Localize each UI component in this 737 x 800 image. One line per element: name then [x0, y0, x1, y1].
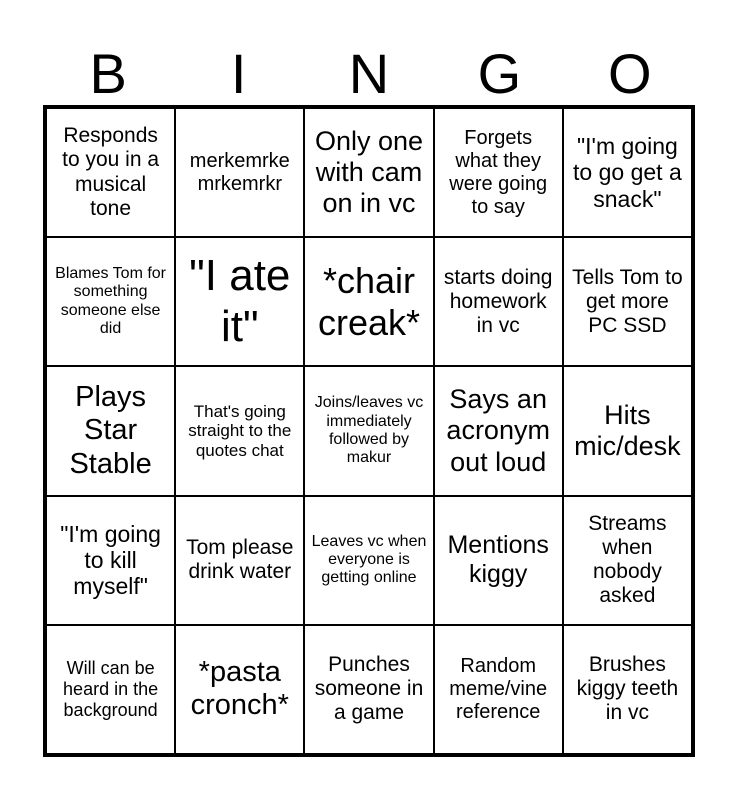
bingo-cell-text: Joins/leaves vc immediately followed by makur	[314, 394, 424, 467]
bingo-cell-text: Mentions kiggy	[447, 531, 549, 589]
header-letter-g: G	[477, 42, 522, 105]
bingo-cell[interactable]	[304, 108, 433, 237]
bingo-cell-text: Tom please drink water	[186, 536, 294, 584]
bingo-cell[interactable]	[304, 496, 433, 625]
bingo-cell[interactable]	[563, 625, 692, 754]
bingo-cell-text: "I'm going to go get a snack"	[573, 132, 682, 212]
bingo-cell[interactable]	[175, 625, 304, 754]
bingo-cell[interactable]	[434, 237, 563, 366]
bingo-cell-text: *pasta cronch*	[190, 656, 289, 722]
bingo-cell-text: Only one with cam on in vc	[314, 126, 424, 219]
bingo-cell-text: Random meme/vine reference	[449, 654, 548, 723]
bingo-header	[43, 42, 695, 106]
bingo-cell[interactable]	[46, 366, 175, 495]
bingo-cell[interactable]	[46, 625, 175, 754]
bingo-cell[interactable]	[46, 237, 175, 366]
bingo-cell[interactable]	[563, 237, 692, 366]
bingo-cell[interactable]	[434, 625, 563, 754]
bingo-cell-text: Plays Star Stable	[69, 380, 152, 480]
header-letter-b: B	[89, 42, 127, 105]
bingo-grid	[43, 105, 695, 757]
bingo-cell[interactable]	[304, 237, 433, 366]
bingo-cell-text: Leaves vc when everyone is getting online	[311, 532, 427, 587]
header-letter-i: I	[230, 42, 247, 105]
bingo-cell[interactable]	[175, 237, 304, 366]
bingo-cell[interactable]	[46, 496, 175, 625]
bingo-cell-text: Brushes kiggy teeth in vc	[576, 653, 679, 725]
bingo-cell[interactable]	[175, 108, 304, 237]
bingo-cell[interactable]	[563, 366, 692, 495]
bingo-cell[interactable]	[304, 625, 433, 754]
bingo-cell-text: merkemrkemrkemrkr	[189, 149, 290, 195]
bingo-cell-text: "I ate it"	[189, 251, 291, 351]
bingo-cell-text: Says an acronym out loud	[446, 384, 550, 477]
bingo-cell[interactable]	[304, 366, 433, 495]
bingo-cell[interactable]	[434, 496, 563, 625]
bingo-cell[interactable]	[46, 108, 175, 237]
bingo-cell-text: *chair creak*	[317, 260, 421, 343]
bingo-cell[interactable]	[563, 496, 692, 625]
bingo-cell[interactable]	[175, 496, 304, 625]
bingo-cell-text: "I'm going to kill myself"	[60, 520, 161, 600]
header-letter-n: N	[348, 42, 390, 105]
bingo-cell[interactable]	[434, 108, 563, 237]
bingo-cell-text: That's going straight to the quotes chat	[188, 401, 292, 460]
bingo-cell[interactable]	[434, 366, 563, 495]
bingo-cell-text: Punches someone in a game	[314, 653, 424, 725]
header-letter-o: O	[608, 42, 652, 105]
bingo-cell[interactable]	[175, 366, 304, 495]
bingo-cell-text: starts doing homework in vc	[443, 265, 553, 337]
bingo-cell-text: Tells Tom to get more PC SSD	[572, 265, 683, 337]
bingo-cell[interactable]	[563, 108, 692, 237]
bingo-cell-text: Blames Tom for something someone else did	[55, 265, 167, 338]
bingo-cell-text: Hits mic/desk	[574, 399, 681, 461]
bingo-cell-text: Forgets what they were going to say	[449, 126, 548, 218]
bingo-cell-text: Will can be heard in the background	[63, 658, 159, 720]
bingo-cell-text: Streams when nobody asked	[588, 511, 667, 608]
bingo-cell-text: Responds to you in a musical tone	[62, 124, 160, 220]
